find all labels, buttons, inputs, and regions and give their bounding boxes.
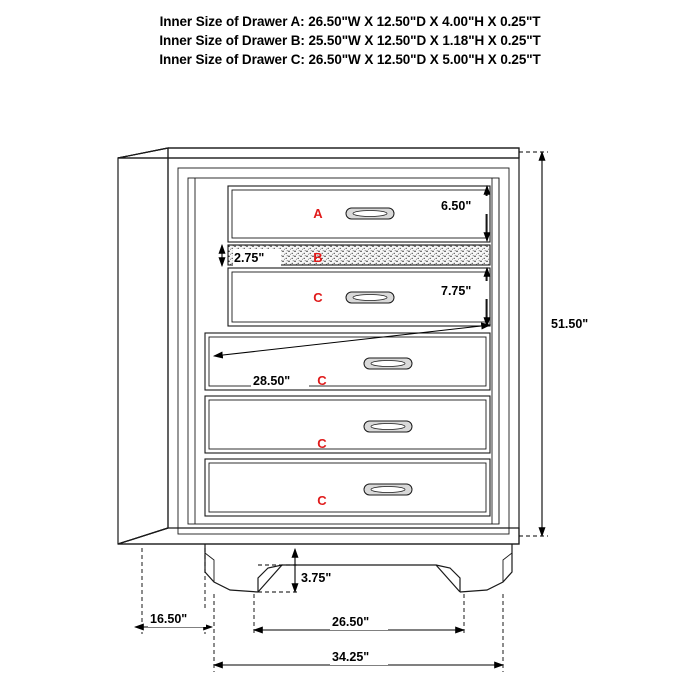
spec-line-b: Inner Size of Drawer B: 25.50"W X 12.50"D X 1.18"H X 0.25"T [159,33,541,48]
drawer-label-c2: C [317,373,327,388]
dimension-label-3-75: 3.75" [301,571,332,585]
drawer-label-c4: C [317,493,327,508]
dimension-label-28-50: 28.50" [253,374,291,388]
dimension-label-34-25: 34.25" [332,650,370,664]
dimension-label-7-75: 7.75" [441,284,472,298]
spec-line-c: Inner Size of Drawer C: 26.50"W X 12.50"D X 5.00"H X 0.25"T [159,52,541,67]
drawer-label-c3: C [317,436,327,451]
dimension-depth [135,548,212,634]
drawer-c-4[interactable] [205,459,490,516]
dimension-inner-width [254,594,464,634]
spec-line-a: Inner Size of Drawer A: 26.50"W X 12.50"D X 4.00"H X 0.25"T [159,14,541,29]
drawer-label-c1: C [313,290,323,305]
dimension-label-51-50: 51.50" [551,317,589,331]
dimension-label-16-50: 16.50" [150,612,188,626]
dimension-outer-width [214,594,503,672]
drawer-label-a: A [313,206,323,221]
dimension-leg-height [258,549,348,592]
dimension-label-2-75: 2.75" [234,251,265,265]
drawer-label-b: B [313,250,323,265]
dimension-label-26-50: 26.50" [332,615,370,629]
dimension-label-6-50: 6.50" [441,199,472,213]
drawer-c-3[interactable] [205,396,490,453]
dimension-total-height [519,152,607,536]
